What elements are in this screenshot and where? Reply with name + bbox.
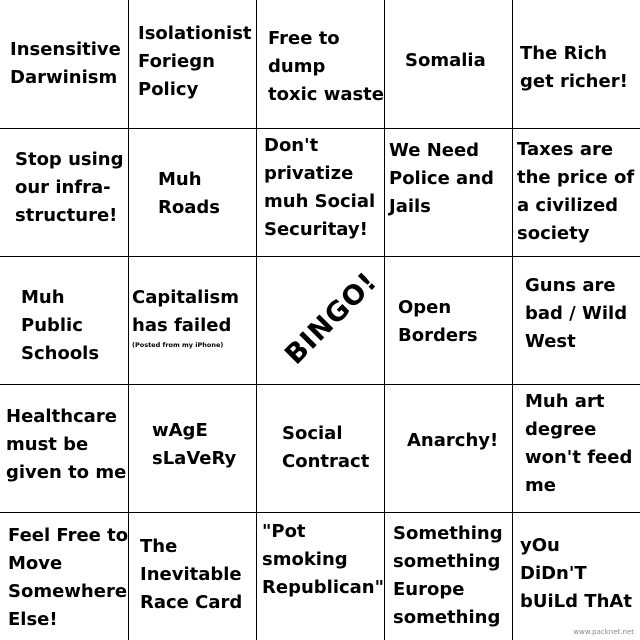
cell-text: Social Contract — [282, 423, 370, 472]
cell-text: Stop using our infra- structure! — [15, 149, 124, 226]
bingo-cell — [0, 512, 128, 640]
cell-text: yOu DiDn'T bUiLd ThAt — [520, 535, 632, 612]
bingo-cell — [256, 128, 384, 256]
bingo-cell — [384, 384, 512, 512]
bingo-cell — [128, 384, 256, 512]
bingo-cell — [512, 256, 640, 384]
cell-text: Taxes are the price of a civilized society — [517, 139, 635, 244]
cell-text: Something something Europe something — [393, 523, 503, 628]
bingo-cell — [0, 256, 128, 384]
bingo-cell — [128, 128, 256, 256]
cell-text: The Inevitable Race Card — [140, 536, 243, 613]
bingo-cell — [256, 384, 384, 512]
bingo-cell — [384, 128, 512, 256]
cell-text: Open Borders — [398, 297, 478, 346]
cell-text: The Rich get richer! — [520, 43, 628, 92]
bingo-cell — [0, 128, 128, 256]
cell-text: "Pot smoking Republican" — [262, 521, 385, 598]
bingo-label: BINGO! — [279, 266, 384, 371]
bingo-cell-free — [256, 256, 384, 384]
bingo-cell — [128, 0, 256, 128]
bingo-cell — [384, 512, 512, 640]
cell-text: Muh art degree won't feed me — [525, 391, 633, 496]
bingo-cell — [512, 0, 640, 128]
bingo-cell — [0, 0, 128, 128]
bingo-cell — [384, 0, 512, 128]
bingo-cell — [256, 0, 384, 128]
cell-text: Feel Free to Move Somewhere Else! — [8, 525, 129, 630]
cell-text: Capitalism has failed — [132, 287, 239, 336]
cell-text: Don't privatize muh Social Securitay! — [264, 135, 376, 240]
cell-text: wAgE sLaVeRy — [152, 420, 237, 469]
bingo-cell — [512, 512, 640, 640]
watermark: www.packnet.net — [573, 628, 634, 636]
cell-text: Healthcare must be given to me — [6, 406, 127, 483]
cell-text: We Need Police and Jails — [389, 140, 494, 217]
cell-text: Somalia — [405, 50, 486, 71]
bingo-cell — [512, 128, 640, 256]
cell-text: Insensitive Darwinism — [10, 39, 121, 88]
cell-text: Muh Public Schools — [21, 287, 100, 364]
cell-text: Guns are bad / Wild West — [525, 275, 628, 352]
cell-subnote: (Posted from my iPhone) — [132, 341, 224, 349]
cell-text: Free to dump toxic waste — [268, 28, 384, 105]
bingo-cell — [256, 512, 384, 640]
bingo-cell — [384, 256, 512, 384]
bingo-cell — [128, 256, 256, 384]
bingo-cell — [128, 512, 256, 640]
bingo-cell — [0, 384, 128, 512]
cell-text: Isolationist Foriegn Policy — [138, 23, 252, 100]
cell-text: Anarchy! — [407, 430, 499, 451]
bingo-cell — [512, 384, 640, 512]
cell-text: Muh Roads — [158, 169, 220, 218]
